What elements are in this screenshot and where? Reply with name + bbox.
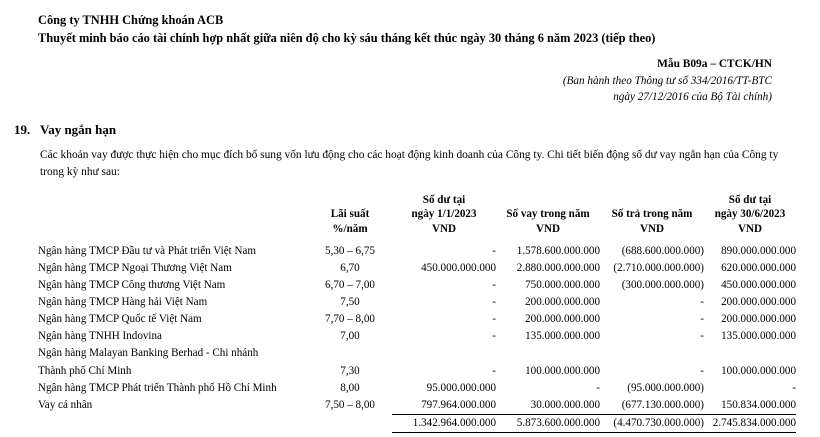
form-reference-block [38,56,796,105]
closing-balance-cell: 890.000.000.000 [721,245,796,258]
section-number: 19. [14,122,31,138]
opening-balance-cell: - [492,330,496,343]
opening-balance-cell: 95.000.000.000 [426,381,496,394]
table-row [38,294,796,311]
repaid-amount-cell: (688.600.000.000) [621,245,704,258]
totals-repaid-amount: (4.470.730.000.000) [600,414,704,432]
borrowed-amount-cell: 100.000.000.000 [525,364,600,377]
form-issue-line: (Ban hành theo Thông tư số 334/2016/TT-BTC [562,74,772,87]
borrowed-amount-cell: 750.000.000.000 [525,279,600,292]
borrowed-amount-cell: 2.880.000.000.000 [516,262,600,275]
table-header-row [38,193,796,243]
section-title: Vay ngắn hạn [40,122,117,138]
interest-rate-cell: 8,00 [340,381,360,394]
repaid-amount-cell: (95.000.000.000) [627,381,704,394]
repaid-amount-cell: - [700,296,704,309]
header-line: VND [737,222,763,235]
opening-balance-cell: - [492,364,496,377]
opening-balance-cell: 797.964.000.000 [421,398,496,411]
header-line: ngày 1/1/2023 [411,208,477,221]
table-row [38,311,796,328]
closing-balance-cell: 150.834.000.000 [721,398,796,411]
form-date-line: ngày 27/12/2016 của Bộ Tài chính) [613,90,772,103]
table-row [38,363,796,380]
borrowed-amount-cell: 200.000.000.000 [525,313,600,326]
header-line: Số trả trong năm [611,208,693,221]
empty-cell [704,345,796,362]
lender-name: Ngân hàng TMCP Đầu tư và Phát triển Việt Nam [38,245,257,258]
borrowed-amount-cell: - [596,381,600,394]
column-header-repaid [600,193,704,243]
header-line: Lãi suất [330,208,370,221]
interest-rate-cell: 7,00 [340,330,360,343]
header-line: ngày 30/6/2023 [714,208,786,221]
totals-rate-cell [308,414,392,432]
lender-name: Ngân hàng TMCP Hàng hải Việt Nam [38,296,208,309]
totals-row [38,414,796,432]
empty-cell [600,345,704,362]
interest-rate-cell: 7,50 – 8,00 [325,398,375,411]
opening-balance-cell: - [492,245,496,258]
closing-balance-cell: 450.000.000.000 [721,279,796,292]
company-name: Công ty TNHH Chứng khoán ACB [38,13,224,27]
lender-name: Vay cá nhân [38,398,93,411]
borrowed-amount-cell: 200.000.000.000 [525,296,600,309]
repaid-amount-cell: - [700,330,704,343]
lender-name: Ngân hàng TMCP Quốc tế Việt Nam [38,313,202,326]
opening-balance-cell: - [492,296,496,309]
repaid-amount-cell: - [700,313,704,326]
interest-rate-cell: 7,70 – 8,00 [325,313,375,326]
interest-rate-cell: 6,70 [340,262,360,275]
totals-label-cell [38,414,308,432]
section-intro-paragraph: Các khoản vay được thực hiện cho mục đích bổ sung vốn lưu động cho các hoạt động kinh doanh của Công ty. Chi tiết biến động số dư vay ngắn hạn của Công ty trong kỳ như sau: [40,149,779,178]
header-line: VND [431,222,457,235]
closing-balance-cell: 620.000.000.000 [721,262,796,275]
document-header [0,0,820,105]
opening-balance-cell: - [492,279,496,292]
form-code: Mẫu B09a – CTCK/HN [657,58,772,71]
repaid-amount-cell: (677.130.000.000) [621,398,704,411]
section-heading [0,121,820,138]
closing-balance-cell: 200.000.000.000 [721,313,796,326]
lender-name: Thành phố Chí Minh [38,364,132,377]
totals-opening-balance: 1.342.964.000.000 [392,414,496,432]
table-row [38,345,796,362]
table-row [38,243,796,260]
table-row [38,380,796,397]
empty-cell [392,345,496,362]
opening-balance-cell: 450.000.000.000 [421,262,496,275]
column-header-closing-balance [704,193,796,243]
closing-balance-cell: 200.000.000.000 [721,296,796,309]
borrowed-amount-cell: 135.000.000.000 [525,330,600,343]
statement-title: Thuyết minh báo cáo tài chính hợp nhất giữa niên độ cho kỳ sáu tháng kết thúc ngày 30 tháng 6 năm 2023 (tiếp theo) [38,30,656,45]
lender-name: Ngân hàng TMCP Phát triển Thành phố Hồ Chí Minh [38,381,277,394]
empty-cell [496,345,600,362]
interest-rate-cell: 7,50 [340,296,360,309]
closing-balance-cell: - [792,381,796,394]
header-line: Số dư tại [422,193,466,206]
header-line: Số dư tại [728,193,772,206]
borrowed-amount-cell: 30.000.000.000 [530,398,600,411]
table-row [38,277,796,294]
table-totals [38,414,796,432]
lender-name: Ngân hàng TNHH Indovina [38,330,162,343]
header-line: VND [535,222,561,235]
table-body [38,243,796,414]
interest-rate-cell: 7,30 [340,364,360,377]
repaid-amount-cell: (2.710.000.000.000) [613,262,704,275]
column-header-interest-rate [308,193,392,243]
totals-closing-balance: 2.745.834.000.000 [704,414,796,432]
header-line: %/năm [332,222,368,235]
interest-rate-cell: 5,30 – 6,75 [325,245,375,258]
closing-balance-cell: 135.000.000.000 [721,330,796,343]
lender-name: Ngân hàng TMCP Ngoại Thương Việt Nam [38,262,232,275]
table-row [38,260,796,277]
lender-name: Ngân hàng TMCP Công thương Việt Nam [38,279,226,292]
header-line: VND [639,222,665,235]
column-header-borrowed [496,193,600,243]
header-line: Số vay trong năm [506,208,590,221]
opening-balance-cell: - [492,313,496,326]
empty-cell [308,345,392,362]
table-row [38,328,796,345]
interest-rate-cell: 6,70 – 7,00 [325,279,375,292]
column-header-opening-balance [392,193,496,243]
table-row [38,397,796,415]
lender-name: Ngân hàng Malayan Banking Berhad - Chi nhánh [38,347,259,360]
column-header-lender [38,193,308,243]
closing-balance-cell: 100.000.000.000 [721,364,796,377]
repaid-amount-cell: - [700,364,704,377]
borrowed-amount-cell: 1.578.600.000.000 [516,245,600,258]
repaid-amount-cell: (300.000.000.000) [621,279,704,292]
totals-borrowed-amount: 5.873.600.000.000 [496,414,600,432]
short-term-loans-table [38,193,796,433]
